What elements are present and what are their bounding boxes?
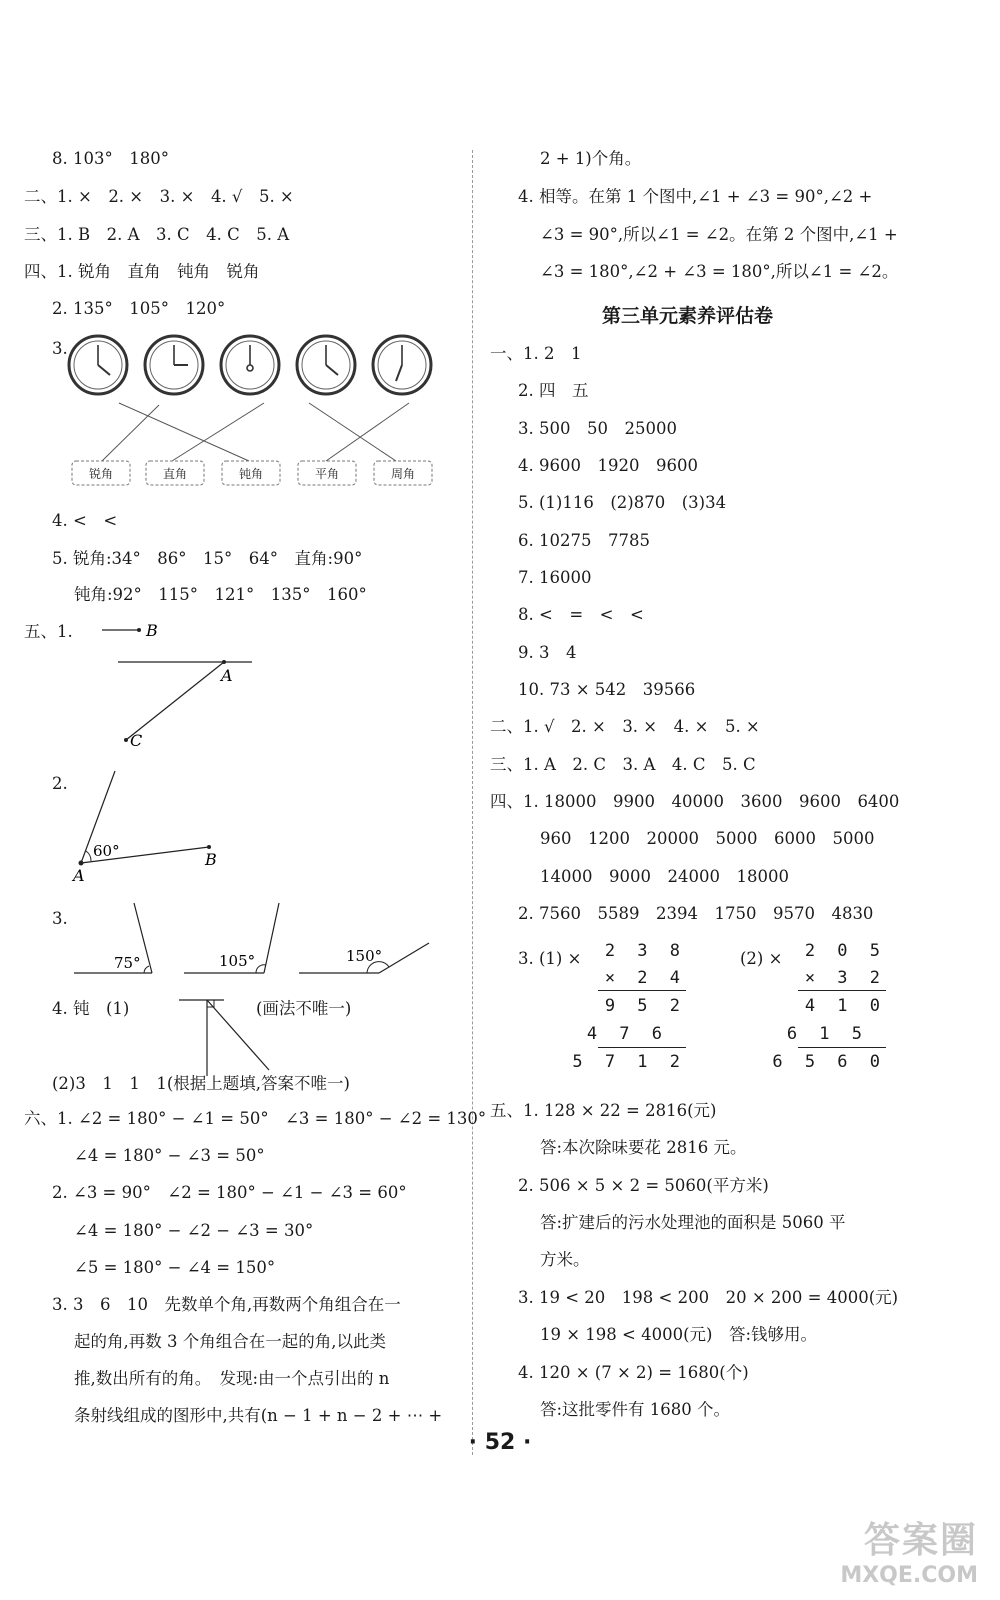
mult-rule bbox=[798, 1047, 886, 1048]
answer-line: 三、1. A 2. C 3. A 4. C 5. C bbox=[490, 755, 756, 774]
answer-line: 5. (1)116 (2)870 (3)34 bbox=[518, 493, 727, 512]
answer-line: 10. 73 × 542 39566 bbox=[518, 680, 696, 699]
answer-line: 四、1. 锐角 直角 钝角 锐角 bbox=[24, 262, 260, 281]
clock-label: 钝角 bbox=[238, 467, 264, 481]
ray-figure-1 bbox=[74, 618, 314, 748]
point-label: A bbox=[73, 866, 85, 883]
answer-line: 9. 3 4 bbox=[518, 643, 577, 662]
answer-line: 推,数出所有的角。 发现:由一个点引出的 n bbox=[74, 1369, 390, 1388]
answer-line: ∠3 = 180°,∠2 + ∠3 = 180°,所以∠1 = ∠2。 bbox=[540, 262, 899, 281]
answer-line: 2. 506 × 5 × 2 = 5060(平方米) bbox=[518, 1176, 769, 1195]
answer-line: 3. bbox=[52, 339, 68, 358]
section-heading: 第三单元素养评估卷 bbox=[602, 305, 774, 327]
answer-line: 方米。 bbox=[540, 1250, 590, 1269]
angle-label: 150° bbox=[346, 947, 383, 965]
answer-line: 3. 19 < 20 198 < 200 20 × 200 = 4000(元) bbox=[518, 1288, 899, 1307]
mult-rule bbox=[598, 990, 686, 991]
answer-line: 2. bbox=[52, 774, 68, 793]
column-divider bbox=[472, 150, 473, 1455]
answer-line: 六、1. ∠2 = 180° − ∠1 = 50° ∠3 = 180° − ∠2 = 130° bbox=[24, 1109, 487, 1128]
clock-icon bbox=[145, 336, 203, 394]
answer-line: 二、1. × 2. × 3. × 4. √ 5. × bbox=[24, 187, 294, 206]
answer-line: 3. 3 6 10 先数单个角,再数两个角组合在一 bbox=[52, 1295, 401, 1314]
mult-rule bbox=[598, 1047, 686, 1048]
answer-line: ∠4 = 180° − ∠3 = 50° bbox=[74, 1146, 265, 1165]
answer-line: 2 + 1)个角。 bbox=[540, 149, 642, 168]
watermark-text: 答案圈 bbox=[863, 1520, 978, 1561]
answer-line: 2. 135° 105° 120° bbox=[52, 299, 226, 318]
watermark-logo bbox=[840, 1512, 978, 1588]
answer-line: 起的角,再数 3 个角组合在一起的角,以此类 bbox=[74, 1332, 386, 1351]
answer-line: 4. < < bbox=[52, 511, 118, 530]
answer-line: 6. 10275 7785 bbox=[518, 531, 650, 550]
answer-line: ∠5 = 180° − ∠4 = 150° bbox=[74, 1258, 276, 1277]
mult-row: 2 3 8 bbox=[604, 941, 686, 961]
answer-line: 4. 9600 1920 9600 bbox=[518, 456, 698, 475]
mult-row: 4 1 0 bbox=[804, 996, 886, 1016]
answer-line: 8. 103° 180° bbox=[52, 149, 169, 168]
answer-line: 四、1. 18000 9900 40000 3600 9600 6400 bbox=[490, 792, 900, 811]
answer-line: ∠4 = 180° − ∠2 − ∠3 = 30° bbox=[74, 1221, 314, 1240]
clock-icon bbox=[373, 336, 431, 394]
angle-label: 60° bbox=[93, 842, 120, 860]
watermark-url: MXQE.COM bbox=[840, 1563, 978, 1588]
answer-line: 2. ∠3 = 90° ∠2 = 180° − ∠1 − ∠3 = 60° bbox=[52, 1183, 407, 1202]
answer-line: 二、1. √ 2. × 3. × 4. × 5. × bbox=[490, 717, 760, 736]
clock-icon bbox=[221, 336, 279, 394]
answer-line: 8. < = < < bbox=[518, 605, 644, 624]
clock-label: 锐角 bbox=[88, 467, 114, 481]
answer-line: 2. 四 五 bbox=[518, 381, 589, 400]
answer-line: 条射线组成的图形中,共有(n − 1 + n − 2 + ⋯ + bbox=[74, 1406, 443, 1425]
mult-row: 2 0 5 bbox=[804, 941, 886, 961]
angle-label: 105° bbox=[219, 952, 256, 970]
point-label: B bbox=[205, 850, 217, 869]
answer-line: 19 × 198 < 4000(元) 答:钱够用。 bbox=[540, 1325, 818, 1344]
answer-line: 三、1. B 2. A 3. C 4. C 5. A bbox=[24, 225, 290, 244]
answer-line: 答:本次除味要花 2816 元。 bbox=[540, 1138, 747, 1157]
clock-label: 周角 bbox=[390, 467, 416, 481]
page-number: · 52 · bbox=[468, 1430, 532, 1455]
answer-line: 4. 相等。在第 1 个图中,∠1 + ∠3 = 90°,∠2 + bbox=[518, 187, 873, 206]
vertical-multiplication-1 bbox=[572, 940, 686, 1080]
mult-rule bbox=[798, 990, 886, 991]
answer-line: 4. 120 × (7 × 2) = 1680(个) bbox=[518, 1363, 749, 1382]
clock-label: 平角 bbox=[314, 467, 340, 481]
point-label: C bbox=[130, 731, 143, 748]
angle-figure-60 bbox=[69, 763, 269, 883]
mult-row: 9 5 2 bbox=[604, 996, 686, 1016]
answer-line: 钝角:92° 115° 121° 135° 160° bbox=[74, 585, 367, 604]
point-label: A bbox=[221, 666, 233, 685]
vertical-multiplication-2 bbox=[772, 940, 886, 1080]
answer-line: 五、1. bbox=[24, 622, 73, 641]
answer-line: 4. 钝 (1) bbox=[52, 999, 130, 1018]
mult-row: 5 7 1 2 bbox=[572, 1052, 686, 1072]
answer-line: 3. 500 50 25000 bbox=[518, 419, 677, 438]
matching-lines bbox=[102, 403, 409, 461]
answer-line: 5. 锐角:34° 86° 15° 64° 直角:90° bbox=[52, 549, 363, 568]
mult-row: 4 7 6 bbox=[586, 1024, 668, 1044]
clock-icon bbox=[69, 336, 127, 394]
angle-figures-drawn bbox=[69, 898, 464, 978]
answer-line: 3. (1) × bbox=[518, 949, 582, 968]
answer-line: 一、1. 2 1 bbox=[490, 344, 582, 363]
mult-row: × 2 4 bbox=[604, 968, 686, 988]
clock-matching-figure bbox=[64, 333, 454, 493]
answer-line: 答:这批零件有 1680 个。 bbox=[540, 1400, 731, 1419]
clock-label: 直角 bbox=[162, 467, 188, 481]
answer-line: 五、1. 128 × 22 = 2816(元) bbox=[490, 1101, 717, 1120]
answer-line: 960 1200 20000 5000 6000 5000 bbox=[540, 829, 875, 848]
answer-note: (画法不唯一) bbox=[256, 999, 352, 1018]
answer-line: 3. bbox=[52, 909, 68, 928]
answer-line: 7. 16000 bbox=[518, 568, 592, 587]
angle-label: 75° bbox=[114, 954, 141, 972]
answer-line: (2) × bbox=[740, 949, 783, 968]
mult-row: 6 5 6 0 bbox=[772, 1052, 886, 1072]
clock-icon bbox=[297, 336, 355, 394]
answer-line: (2)3 1 1 1(根据上题填,答案不唯一) bbox=[52, 1074, 350, 1093]
answer-line: 14000 9000 24000 18000 bbox=[540, 867, 789, 886]
answer-line: ∠3 = 90°,所以∠1 = ∠2。在第 2 个图中,∠1 + bbox=[540, 225, 898, 244]
mult-row: × 3 2 bbox=[804, 968, 886, 988]
answer-line: 2. 7560 5589 2394 1750 9570 4830 bbox=[518, 904, 874, 923]
answer-line: 答:扩建后的污水处理池的面积是 5060 平 bbox=[540, 1213, 846, 1232]
mult-row: 6 1 5 bbox=[786, 1024, 868, 1044]
point-label: B bbox=[146, 621, 158, 640]
